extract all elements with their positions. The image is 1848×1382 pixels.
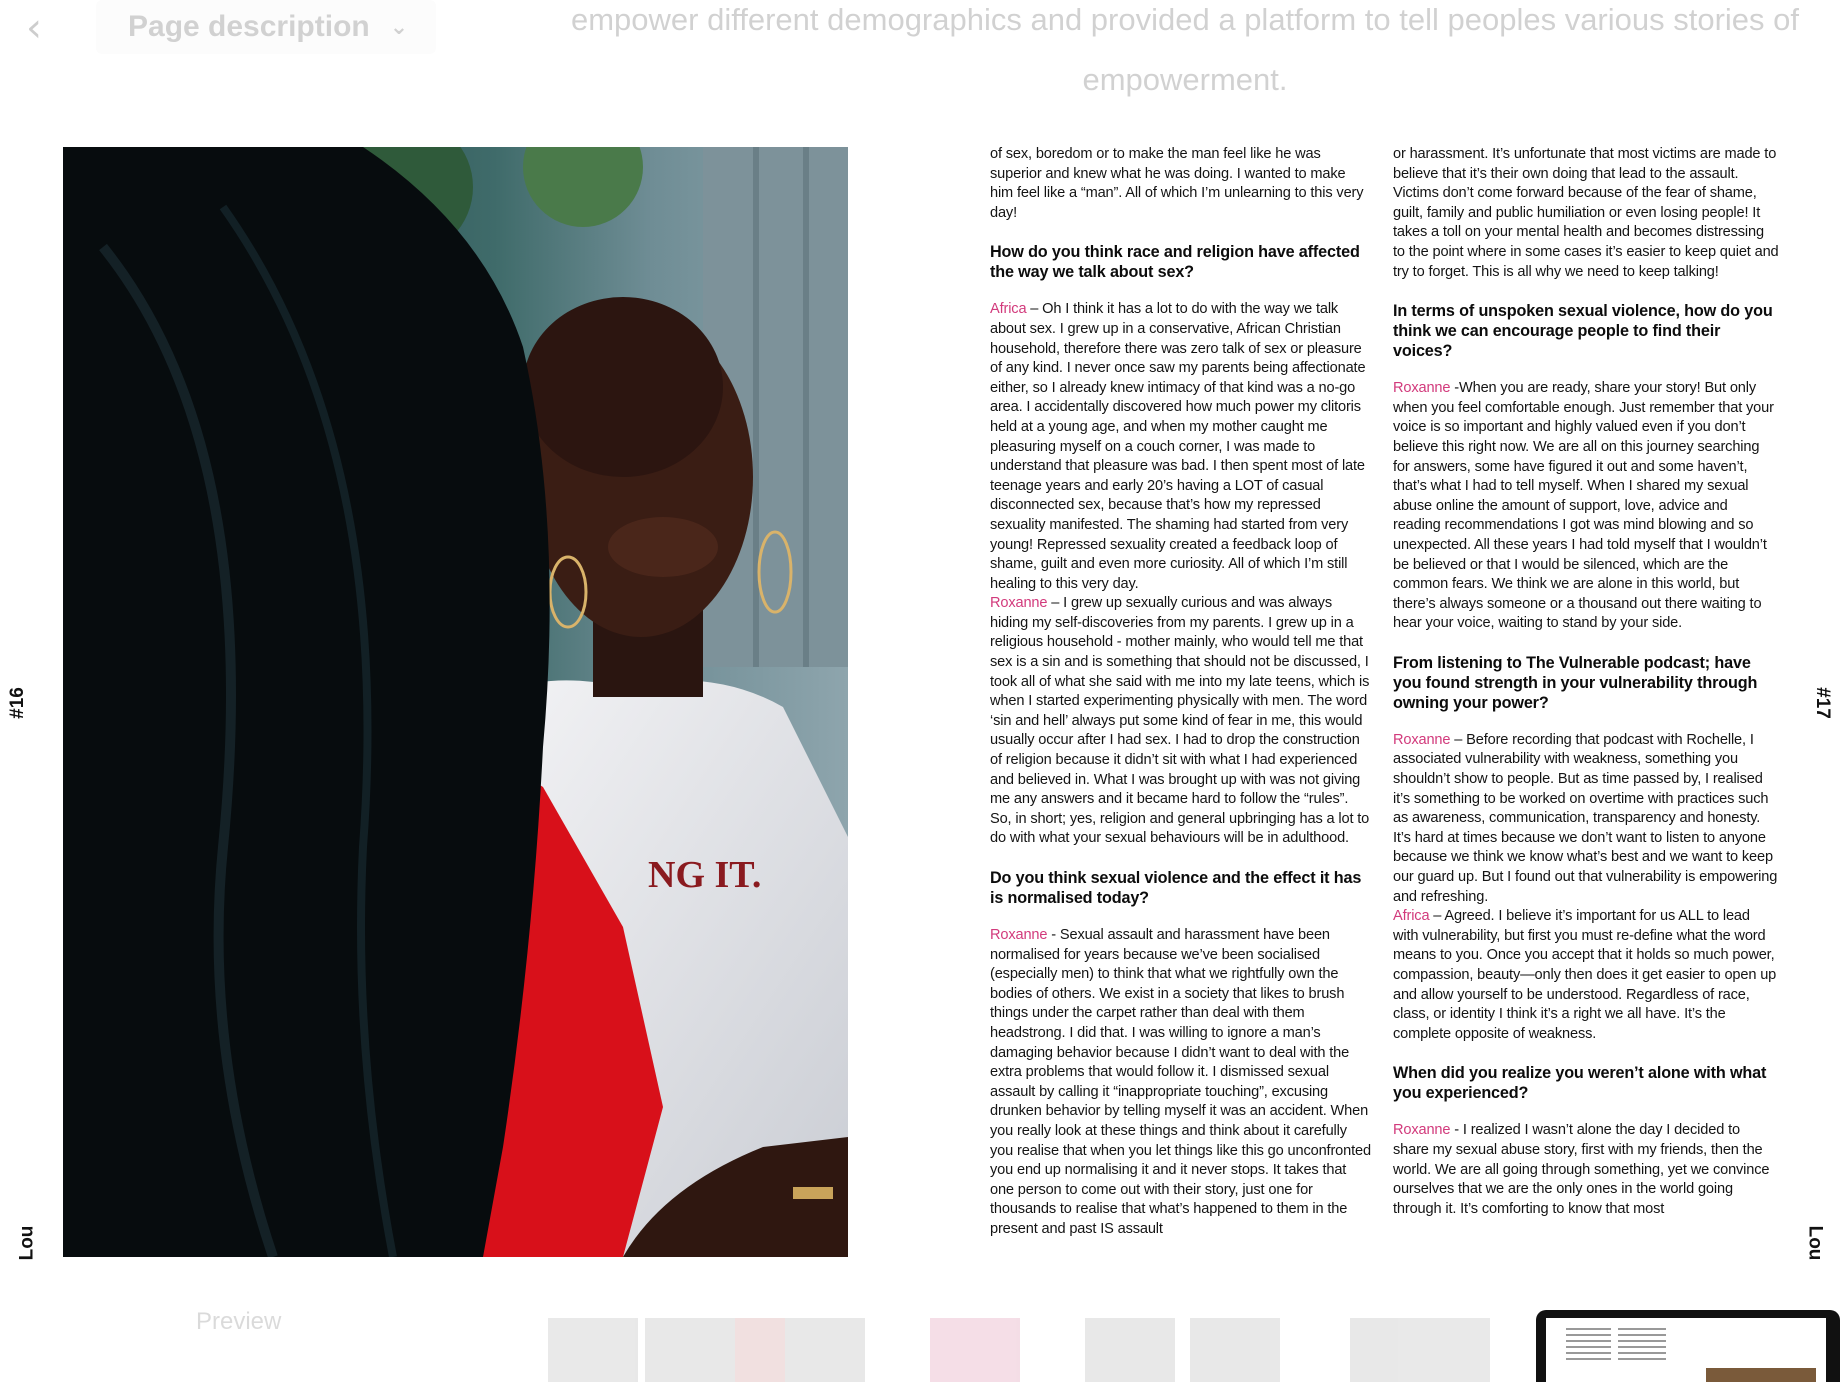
page-thumbnail[interactable] [1350, 1318, 1490, 1382]
minimap-right-page [1686, 1318, 1826, 1382]
speaker-name: Roxanne [990, 595, 1048, 612]
shirt-print: NG IT. [648, 854, 762, 896]
page-thumbnail[interactable] [930, 1318, 1020, 1382]
answer-text: – Before recording that podcast with Rochelle, I associated vulnerability with weakness, something you shouldn’t show to people. But as time passed by, I realised it’s something to be worked on overtime with practices such as awareness, communication, transparency and honesty. It’s hard at times because we don’t want to listen to anyone because we think we know what’s best and we want to keep our guard up. But I found out that vulnerability is empowering and refreshing. [1393, 731, 1778, 905]
left-page-number: #16 [6, 687, 28, 719]
answer-text: - Sexual assault and harassment have been normalised for years because we’ve been socialised (especially men) to think that what we rightfully own the bodies of others. We exist in a society that likes to brush things under the carpet rather than deal with them headstrong. I did that. I was willing to ignore a man’s damaging behavior because I didn’t want to deal with the extra problems that would follow it. I dismissed sexual assault by calling it “inappropriate touching”, excusing drunken behavior by telling myself it was an accident. When you really look at these things and think about it carefully you realise that when you let things like this go unconfronted you end up normalising it and it never stops. It takes that one person to come out with their story, just one for thousands to realise that what’s happened to them in the present and past IS assault [990, 927, 1371, 1237]
page-minimap[interactable] [1536, 1310, 1840, 1382]
intro-text: empower different demographics and provided a platform to tell peoples various stories of empowerment. [570, 2, 1800, 97]
page-thumbnail[interactable] [645, 1318, 735, 1382]
right-page-number: #17 [1811, 687, 1833, 719]
preview-label[interactable]: Preview [196, 1308, 282, 1335]
page-description-label: Page description [128, 10, 370, 43]
page-thumbnail[interactable] [735, 1318, 785, 1382]
answer-paragraph [1393, 1121, 1779, 1219]
article-column-1 [990, 145, 1372, 1259]
right-author-label: Lou [1804, 1225, 1826, 1261]
answer-text: – Oh I think it has a lot to do with the way we talk about sex. I grew up in a conservative, African Christian household, therefore there was zero talk of sex or pleasure of any kind. I never once saw my parents being affectionate either, so I already knew intimacy of that kind was a no-go area. I accidentally discovered how much power my clitoris held at a young age, and when my mother caught me pleasuring myself on a couch corner, I was made to understand that pleasure was bad. I then spent most of late teenage years and early 20’s having a LOT of casual disconnected sex, because that’s how my repressed sexuality manifested. The shaming had started from very young! Repressed sexuality created a feedback loop of shame, guilt and even more curiosity. All of which I’m still healing to this very day. [990, 301, 1366, 592]
page-thumbnail[interactable] [1085, 1318, 1175, 1382]
answer-text: – I grew up sexually curious and was always hiding my self-discoveries from my parents. I grew up in a religious household - mother mainly, who would tell me that sex is a sin and is something that should not be discussed, I took all of what she said with me into my late teens, which is when I started experimenting physically with men. The word ‘sin and hell’ always put some kind of fear in me, this would usually occur after I had sex. I had to drop the construction of religion because it didn’t sit with what I had experienced and believed in. What I was brought up with was not giving me any answers and it became hard to follow the “rules”. So, in short; yes, religion and general upbringing has a lot to do with what your sexual behaviours will be in adulthood. [990, 595, 1370, 847]
answer-paragraph [1393, 731, 1779, 907]
question-heading: Do you think sexual violence and the effect it has is normalised today? [990, 869, 1362, 907]
question-heading: How do you think race and religion have affected the way we talk about sex? [990, 243, 1360, 282]
chevron-left-icon[interactable]: ‹ [26, 5, 42, 51]
article-photo [63, 147, 848, 1257]
question-heading: From listening to The Vulnerable podcast; have you found strength in your vulnerability through owning your power? [1393, 653, 1758, 712]
answer-paragraph [990, 594, 1372, 849]
speaker-name: Roxanne [1393, 1122, 1451, 1139]
left-author-label: Lou [16, 1225, 38, 1261]
answer-text: -When you are ready, share your story! But only when you feel comfortable enough. Just remember that your voice is so important and highly valued even if you don’t believe this right now. We are all on this journey searching for answers, some have figured it out and some haven’t, that’s what I had to tell myself. When I shared my sexual abuse online the amount of support, love, advice and reading recommendations I got was mind blowing and so unexpected. All these years I had told myself that I wouldn’t be believed or that I would be silenced, which are the common fears. We think we are alone in this world, but there’s always someone or a thousand out there waiting to hear your voice, waiting to stand by your side. [1393, 380, 1774, 632]
paragraph: or harassment. It’s unfortunate that most victims are made to believe that it’s their own doing that lead to the assault. Victims don’t come forward because of the fear of shame, guilt, family and public humiliation or even losing people! It takes a toll on your mental health and becomes distressing to the point where in some cases it’s easier to keep quiet and try to forget. This is all why we need to keep talking! [1393, 146, 1779, 280]
answer-paragraph [990, 926, 1372, 1240]
top-toolbar [0, 0, 1848, 97]
answer-paragraph [1393, 907, 1779, 1044]
answer-text: - I realized I wasn’t alone the day I decided to share my sexual abuse story, first with my friends, then the world. We are all going through something, yet we convince ourselves that we are the only ones in the world going through it. It’s comforting to know that most [1393, 1122, 1770, 1217]
speaker-name: Roxanne [1393, 731, 1451, 748]
answer-paragraph [990, 300, 1372, 594]
question-heading: When did you realize you weren’t alone with what you experienced? [1393, 1064, 1767, 1103]
speaker-name: Africa [990, 301, 1027, 318]
question-heading: In terms of unspoken sexual violence, how do you think we can encourage people to find their voices? [1393, 302, 1773, 361]
speaker-name: Roxanne [990, 927, 1048, 943]
chevron-down-icon: ⌄ [389, 14, 409, 40]
minimap-left-page [1546, 1318, 1686, 1382]
paragraph: of sex, boredom or to make the man feel like he was superior and knew what he was doing. I wanted to make him feel like a “man”. All of which I’m unlearning to this very day! [990, 146, 1364, 221]
page-thumbnail[interactable] [548, 1318, 638, 1382]
answer-paragraph [1393, 379, 1779, 634]
page-description-dropdown[interactable] [96, 0, 436, 54]
page-thumbnail[interactable] [785, 1318, 865, 1382]
page-thumbnail[interactable] [1190, 1318, 1280, 1382]
speaker-name: Roxanne [1393, 380, 1451, 397]
article-column-2 [1393, 145, 1779, 1238]
speaker-name: Africa [1393, 908, 1430, 925]
answer-text: – Agreed. I believe it’s important for us ALL to lead with vulnerability, but first you must re-define what the word means to you. Once you accept that it holds so much power, compassion, beauty—only then does it get easier to open up and allow yourself to be understood. Regardless of race, class, or identity I think it’s a right we all have. It’s the complete opposite of weakness. [1393, 908, 1777, 1042]
